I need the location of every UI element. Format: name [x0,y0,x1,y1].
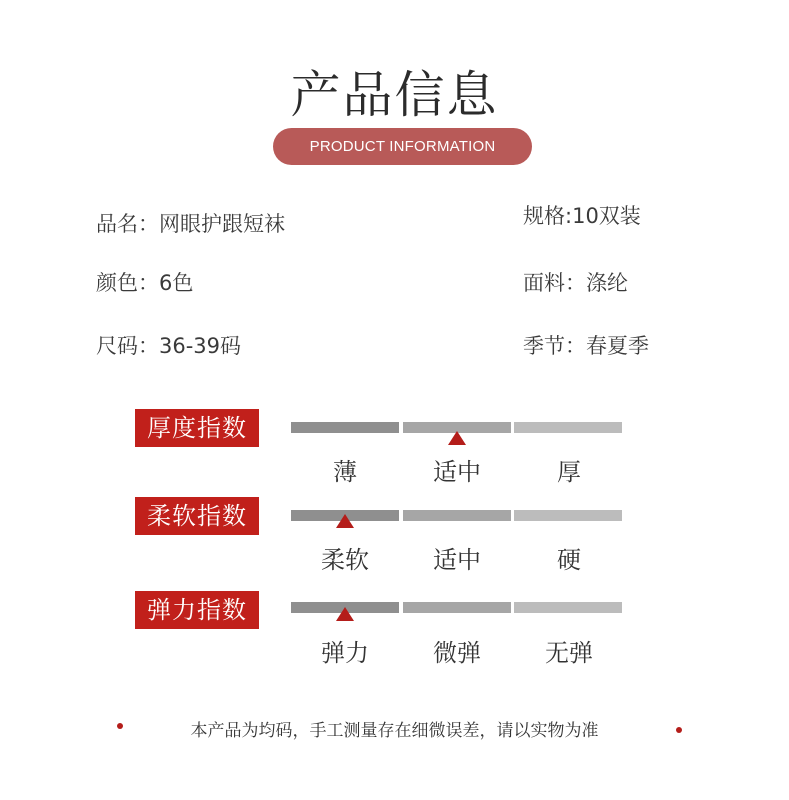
elasticity-marker-icon [336,607,354,621]
info-label: 面料： [523,271,586,295]
info-season [523,330,649,360]
thickness-option-label: 薄 [333,458,357,486]
softness-option-label: 适中 [433,546,481,574]
info-value: 10双装 [572,204,641,228]
thickness-option-label: 厚 [557,458,581,486]
info-value: 6色 [159,271,194,295]
elasticity-option-label: 无弹 [545,639,593,667]
thickness-scale-segment-3 [514,422,622,433]
info-spec [523,200,641,230]
info-label: 颜色： [96,271,159,295]
thickness-marker-icon [448,431,466,445]
info-size [96,330,241,360]
softness-marker-icon [336,514,354,528]
info-product-name [96,208,285,238]
info-fabric [523,267,628,297]
info-label: 品名： [96,212,159,236]
elasticity-option-label: 微弹 [433,639,481,667]
info-label: 尺码： [96,334,159,358]
elasticity-scale-segment-2 [403,602,511,613]
softness-option-label: 柔软 [321,546,369,574]
elasticity-index-badge: 弹力指数 [135,591,259,629]
elasticity-scale-segment-3 [514,602,622,613]
page-title: 产品信息 [290,66,499,124]
info-value: 36-39码 [159,334,242,358]
softness-index-badge: 柔软指数 [135,497,259,535]
thickness-index-badge: 厚度指数 [135,409,259,447]
softness-scale-segment-2 [403,510,511,521]
softness-scale-segment-3 [514,510,622,521]
softness-option-label: 硬 [557,546,581,574]
thickness-scale-segment-1 [291,422,399,433]
thickness-option-label: 适中 [433,458,481,486]
info-value: 春夏季 [586,334,649,358]
section-subtitle-pill: PRODUCT INFORMATION [273,128,532,165]
footnote: 本产品为均码，手工测量存在细微误差，请以实物为准 [190,721,599,741]
elasticity-option-label: 弹力 [321,639,369,667]
info-label: 季节： [523,334,586,358]
info-label: 规格: [523,204,573,228]
bullet-dot-right [676,727,682,733]
info-color [96,267,193,297]
info-value: 网眼护跟短袜 [159,212,285,236]
info-value: 涤纶 [586,271,628,295]
